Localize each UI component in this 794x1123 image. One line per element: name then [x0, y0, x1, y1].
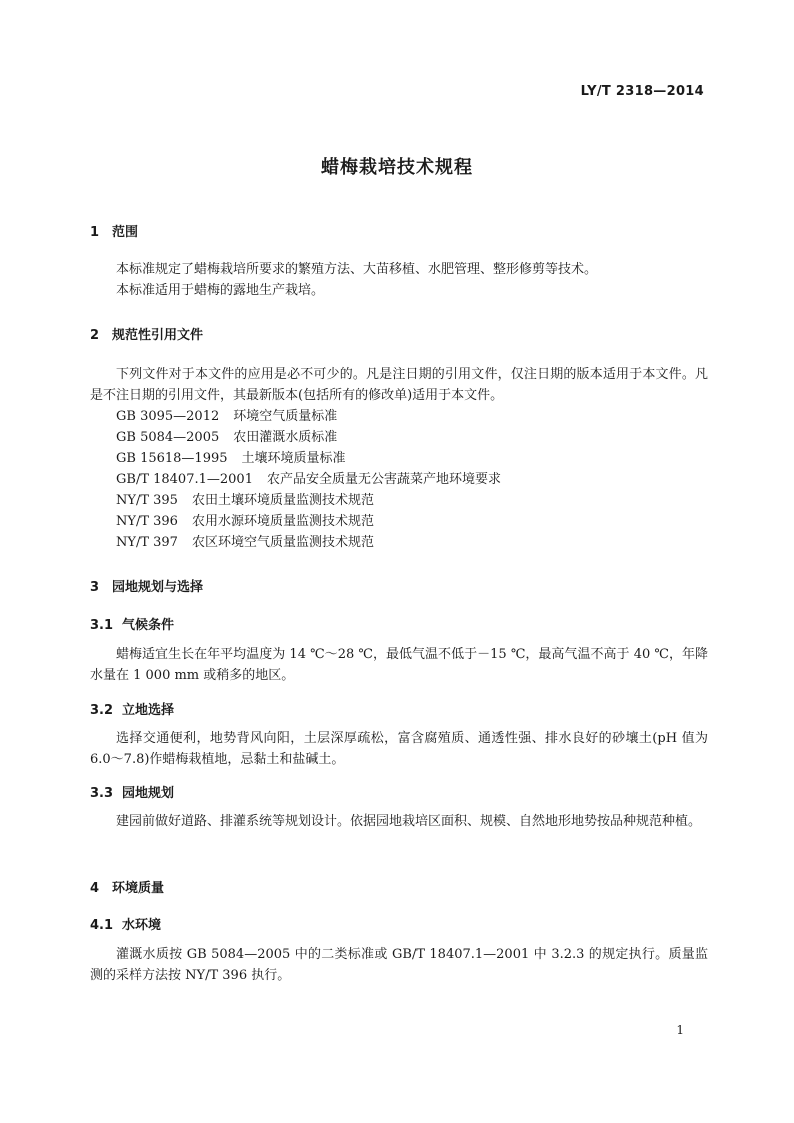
- reference-item: [90, 427, 708, 448]
- section-4-1-body: [90, 944, 708, 986]
- section-number: 4: [90, 881, 100, 896]
- section-2-body: [90, 364, 708, 553]
- reference-name: 环境空气质量标准: [233, 409, 338, 424]
- section-title: 水环境: [122, 918, 162, 933]
- section-3-3-heading: [90, 782, 708, 801]
- reference-code: GB 5084—2005: [116, 430, 220, 445]
- paragraph: 建园前做好道路、排灌系统等规划设计。依据园地栽培区面积、规模、自然地形地势按品种规范种植。: [116, 814, 702, 829]
- section-number: 2: [90, 328, 100, 343]
- reference-name: 农田土壤环境质量监测技术规范: [191, 493, 374, 508]
- reference-code: GB 3095—2012: [116, 409, 220, 424]
- reference-item: [90, 469, 708, 490]
- section-title: 立地选择: [122, 703, 175, 718]
- reference-name: 农产品安全质量无公害蔬菜产地环境要求: [266, 472, 501, 487]
- section-3-2-body: [90, 728, 708, 770]
- reference-name: 农用水源环境质量监测技术规范: [191, 514, 374, 529]
- section-number: 3: [90, 580, 100, 595]
- section-1-body: [90, 259, 708, 301]
- paragraph: 选择交通便利，地势背风向阳，土层深厚疏松，富含腐殖质、通透性强、排水良好的砂壤土(pH 值为 6.0～7.8)作蜡梅栽植地，忌黏土和盐碱土。: [90, 731, 708, 767]
- reference-name: 农区环境空气质量监测技术规范: [191, 535, 374, 550]
- section-4-1-heading: [90, 914, 708, 933]
- section-4-heading: [90, 877, 708, 896]
- reference-item: [90, 511, 708, 532]
- section-number: 4.1: [90, 918, 114, 933]
- section-title: 园地规划: [122, 786, 175, 801]
- reference-code: NY/T 395: [116, 493, 178, 508]
- section-2-heading: [90, 324, 708, 343]
- section-3-2-heading: [90, 699, 708, 718]
- reference-item: [90, 490, 708, 511]
- section-number: 3.3: [90, 786, 114, 801]
- document-title: 蜡梅栽培技术规程: [321, 157, 473, 178]
- reference-code: GB/T 18407.1—2001: [116, 472, 253, 487]
- reference-code: NY/T 396: [116, 514, 178, 529]
- section-1-heading: [90, 221, 708, 240]
- paragraph: 灌溉水质按 GB 5084—2005 中的二类标准或 GB/T 18407.1—2001 中 3.2.3 的规定执行。质量监测的采样方法按 NY/T 396 执行。: [90, 947, 708, 983]
- reference-code: GB 15618—1995: [116, 451, 228, 466]
- page-number: 1: [676, 1023, 684, 1037]
- reference-code: NY/T 397: [116, 535, 178, 550]
- section-title: 范围: [112, 225, 139, 240]
- paragraph: 蜡梅适宜生长在年平均温度为 14 ℃～28 ℃，最低气温不低于－15 ℃，最高气温不高于 40 ℃，年降水量在 1 000 mm 或稍多的地区。: [90, 647, 708, 683]
- section-title: 环境质量: [112, 881, 165, 896]
- reference-item: [90, 406, 708, 427]
- section-title: 园地规划与选择: [112, 580, 204, 595]
- section-3-1-heading: [90, 614, 708, 633]
- reference-name: 农田灌溉水质标准: [233, 430, 338, 445]
- paragraph: 下列文件对于本文件的应用是必不可少的。凡是注日期的引用文件，仅注日期的版本适用于本文件。凡是不注日期的引用文件，其最新版本(包括所有的修改单)适用于本文件。: [90, 367, 708, 403]
- section-number: 3.2: [90, 703, 114, 718]
- section-title: 规范性引用文件: [112, 328, 204, 343]
- section-3-heading: [90, 576, 708, 595]
- standard-code: LY/T 2318—2014: [580, 84, 704, 99]
- reference-item: [90, 532, 708, 553]
- paragraph: 本标准适用于蜡梅的露地生产栽培。: [116, 283, 325, 298]
- section-3-3-body: [90, 811, 708, 832]
- section-title: 气候条件: [122, 618, 175, 633]
- reference-item: [90, 448, 708, 469]
- section-number: 3.1: [90, 618, 114, 633]
- reference-name: 土壤环境质量标准: [241, 451, 346, 466]
- section-number: 1: [90, 225, 100, 240]
- paragraph: 本标准规定了蜡梅栽培所要求的繁殖方法、大苗移植、水肥管理、整形修剪等技术。: [116, 262, 598, 277]
- section-3-1-body: [90, 644, 708, 686]
